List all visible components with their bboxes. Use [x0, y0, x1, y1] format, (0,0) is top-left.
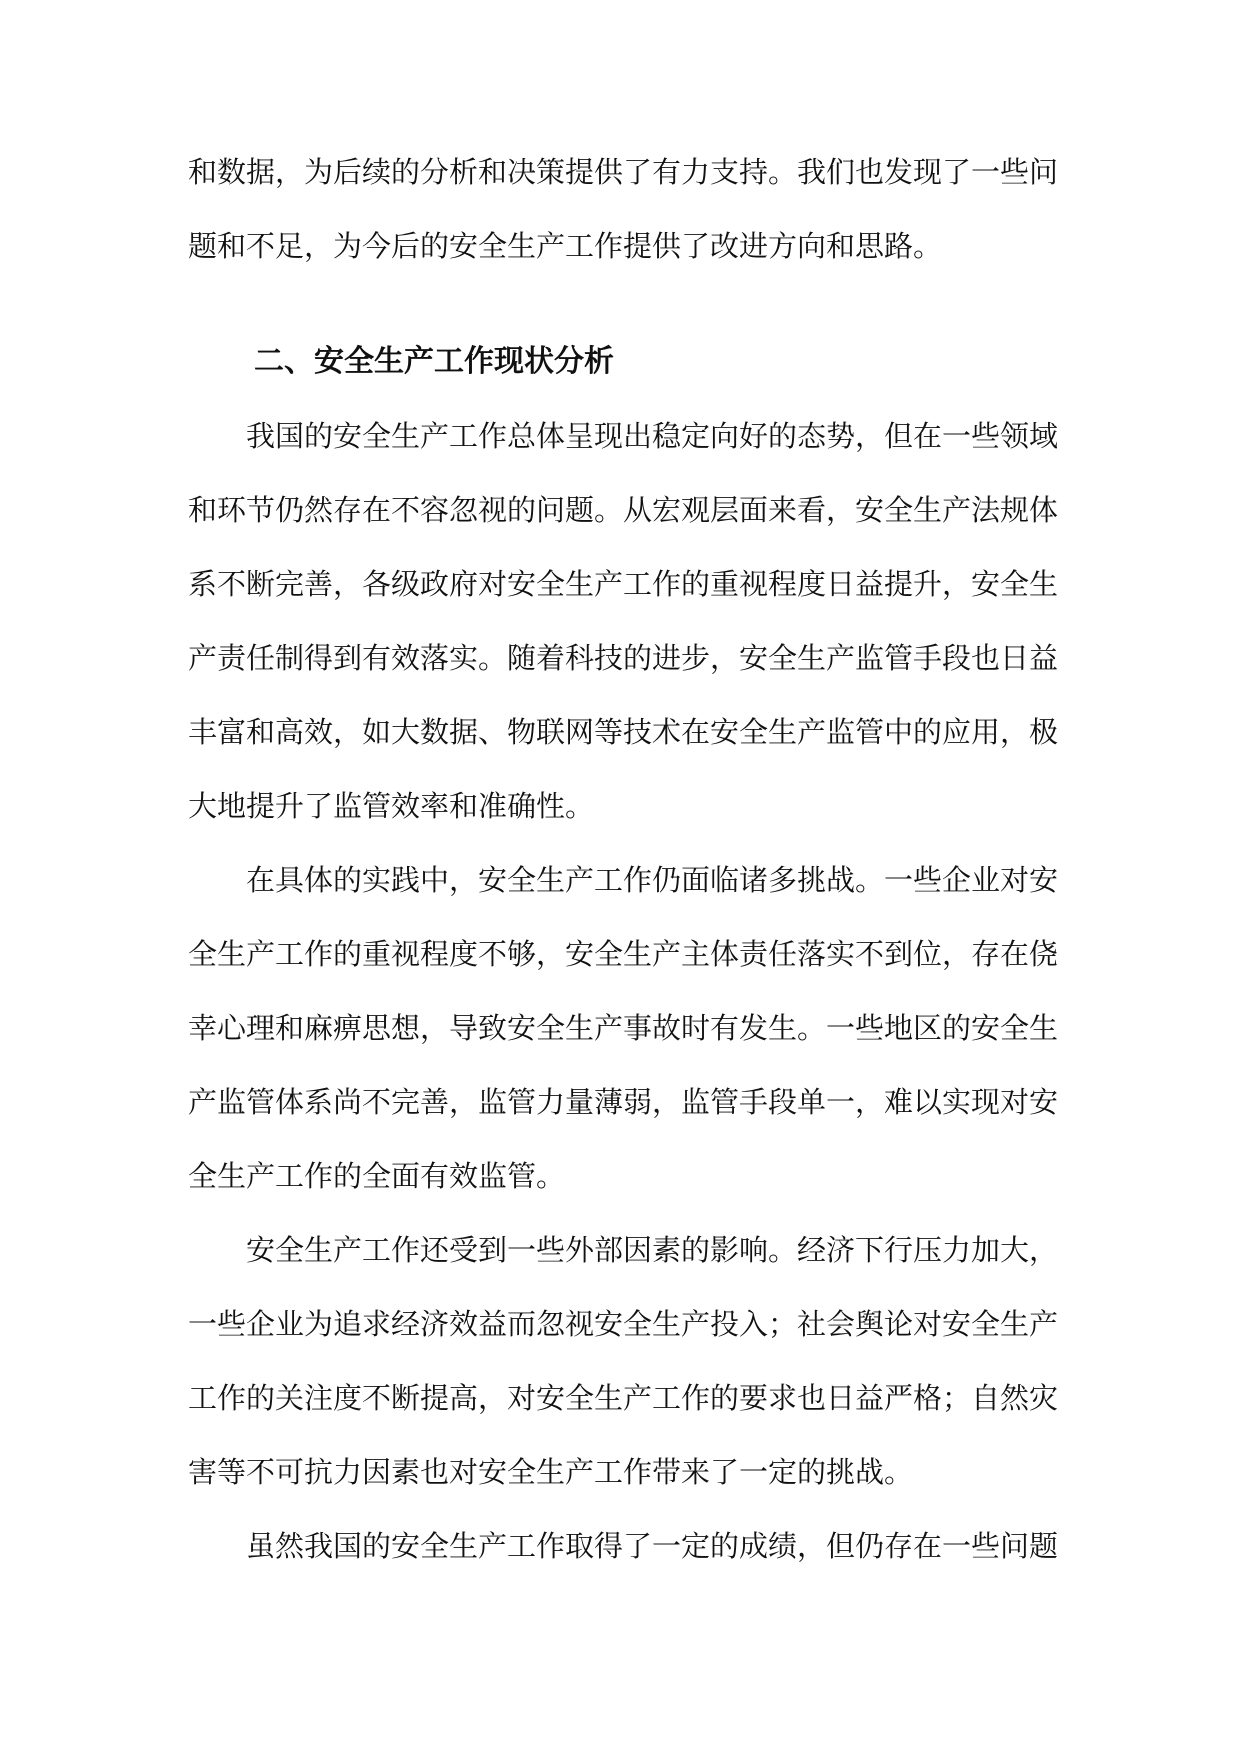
paragraph-3 [188, 1213, 1059, 1509]
document-body [188, 135, 1059, 1583]
text-line: 安全生产工作还受到一些外部因素的影响。经济下行压力加大， [246, 1233, 1059, 1267]
text-line: 一些企业为追求经济效益而忽视安全生产投入；社会舆论对安全生产 [188, 1307, 1059, 1341]
text-line: 工作的关注度不断提高，对安全生产工作的要求也日益严格；自然灾 [188, 1381, 1059, 1415]
text-line: 产责任制得到有效落实。随着科技的进步，安全生产监管手段也日益 [188, 641, 1059, 675]
paragraph-1 [188, 399, 1059, 843]
text-line: 虽然我国的安全生产工作取得了一定的成绩，但仍存在一些问题 [246, 1529, 1059, 1563]
text-line: 和环节仍然存在不容忽视的问题。从宏观层面来看，安全生产法规体 [188, 493, 1059, 527]
section-heading: 二、安全生产工作现状分析 [254, 344, 614, 379]
text-line: 害等不可抗力因素也对安全生产工作带来了一定的挑战。 [188, 1455, 914, 1489]
text-line: 幸心理和麻痹思想，导致安全生产事故时有发生。一些地区的安全生 [188, 1011, 1059, 1045]
text-line: 在具体的实践中，安全生产工作仍面临诸多挑战。一些企业对安 [246, 863, 1059, 897]
paragraph-2 [188, 843, 1059, 1213]
text-line: 产监管体系尚不完善，监管力量薄弱，监管手段单一，难以实现对安 [188, 1085, 1059, 1119]
intro-paragraph [188, 135, 1059, 283]
text-line: 全生产工作的全面有效监管。 [188, 1159, 566, 1193]
text-line: 丰富和高效，如大数据、物联网等技术在安全生产监管中的应用，极 [188, 715, 1059, 749]
text-line: 我国的安全生产工作总体呈现出稳定向好的态势，但在一些领域 [246, 419, 1059, 453]
text-line: 题和不足，为今后的安全生产工作提供了改进方向和思路。 [188, 229, 943, 263]
text-line: 系不断完善，各级政府对安全生产工作的重视程度日益提升，安全生 [188, 567, 1059, 601]
text-line: 大地提升了监管效率和准确性。 [188, 789, 595, 823]
text-line: 和数据，为后续的分析和决策提供了有力支持。我们也发现了一些问 [188, 155, 1059, 189]
paragraph-4 [188, 1509, 1059, 1583]
text-line: 全生产工作的重视程度不够，安全生产主体责任落实不到位，存在侥 [188, 937, 1059, 971]
